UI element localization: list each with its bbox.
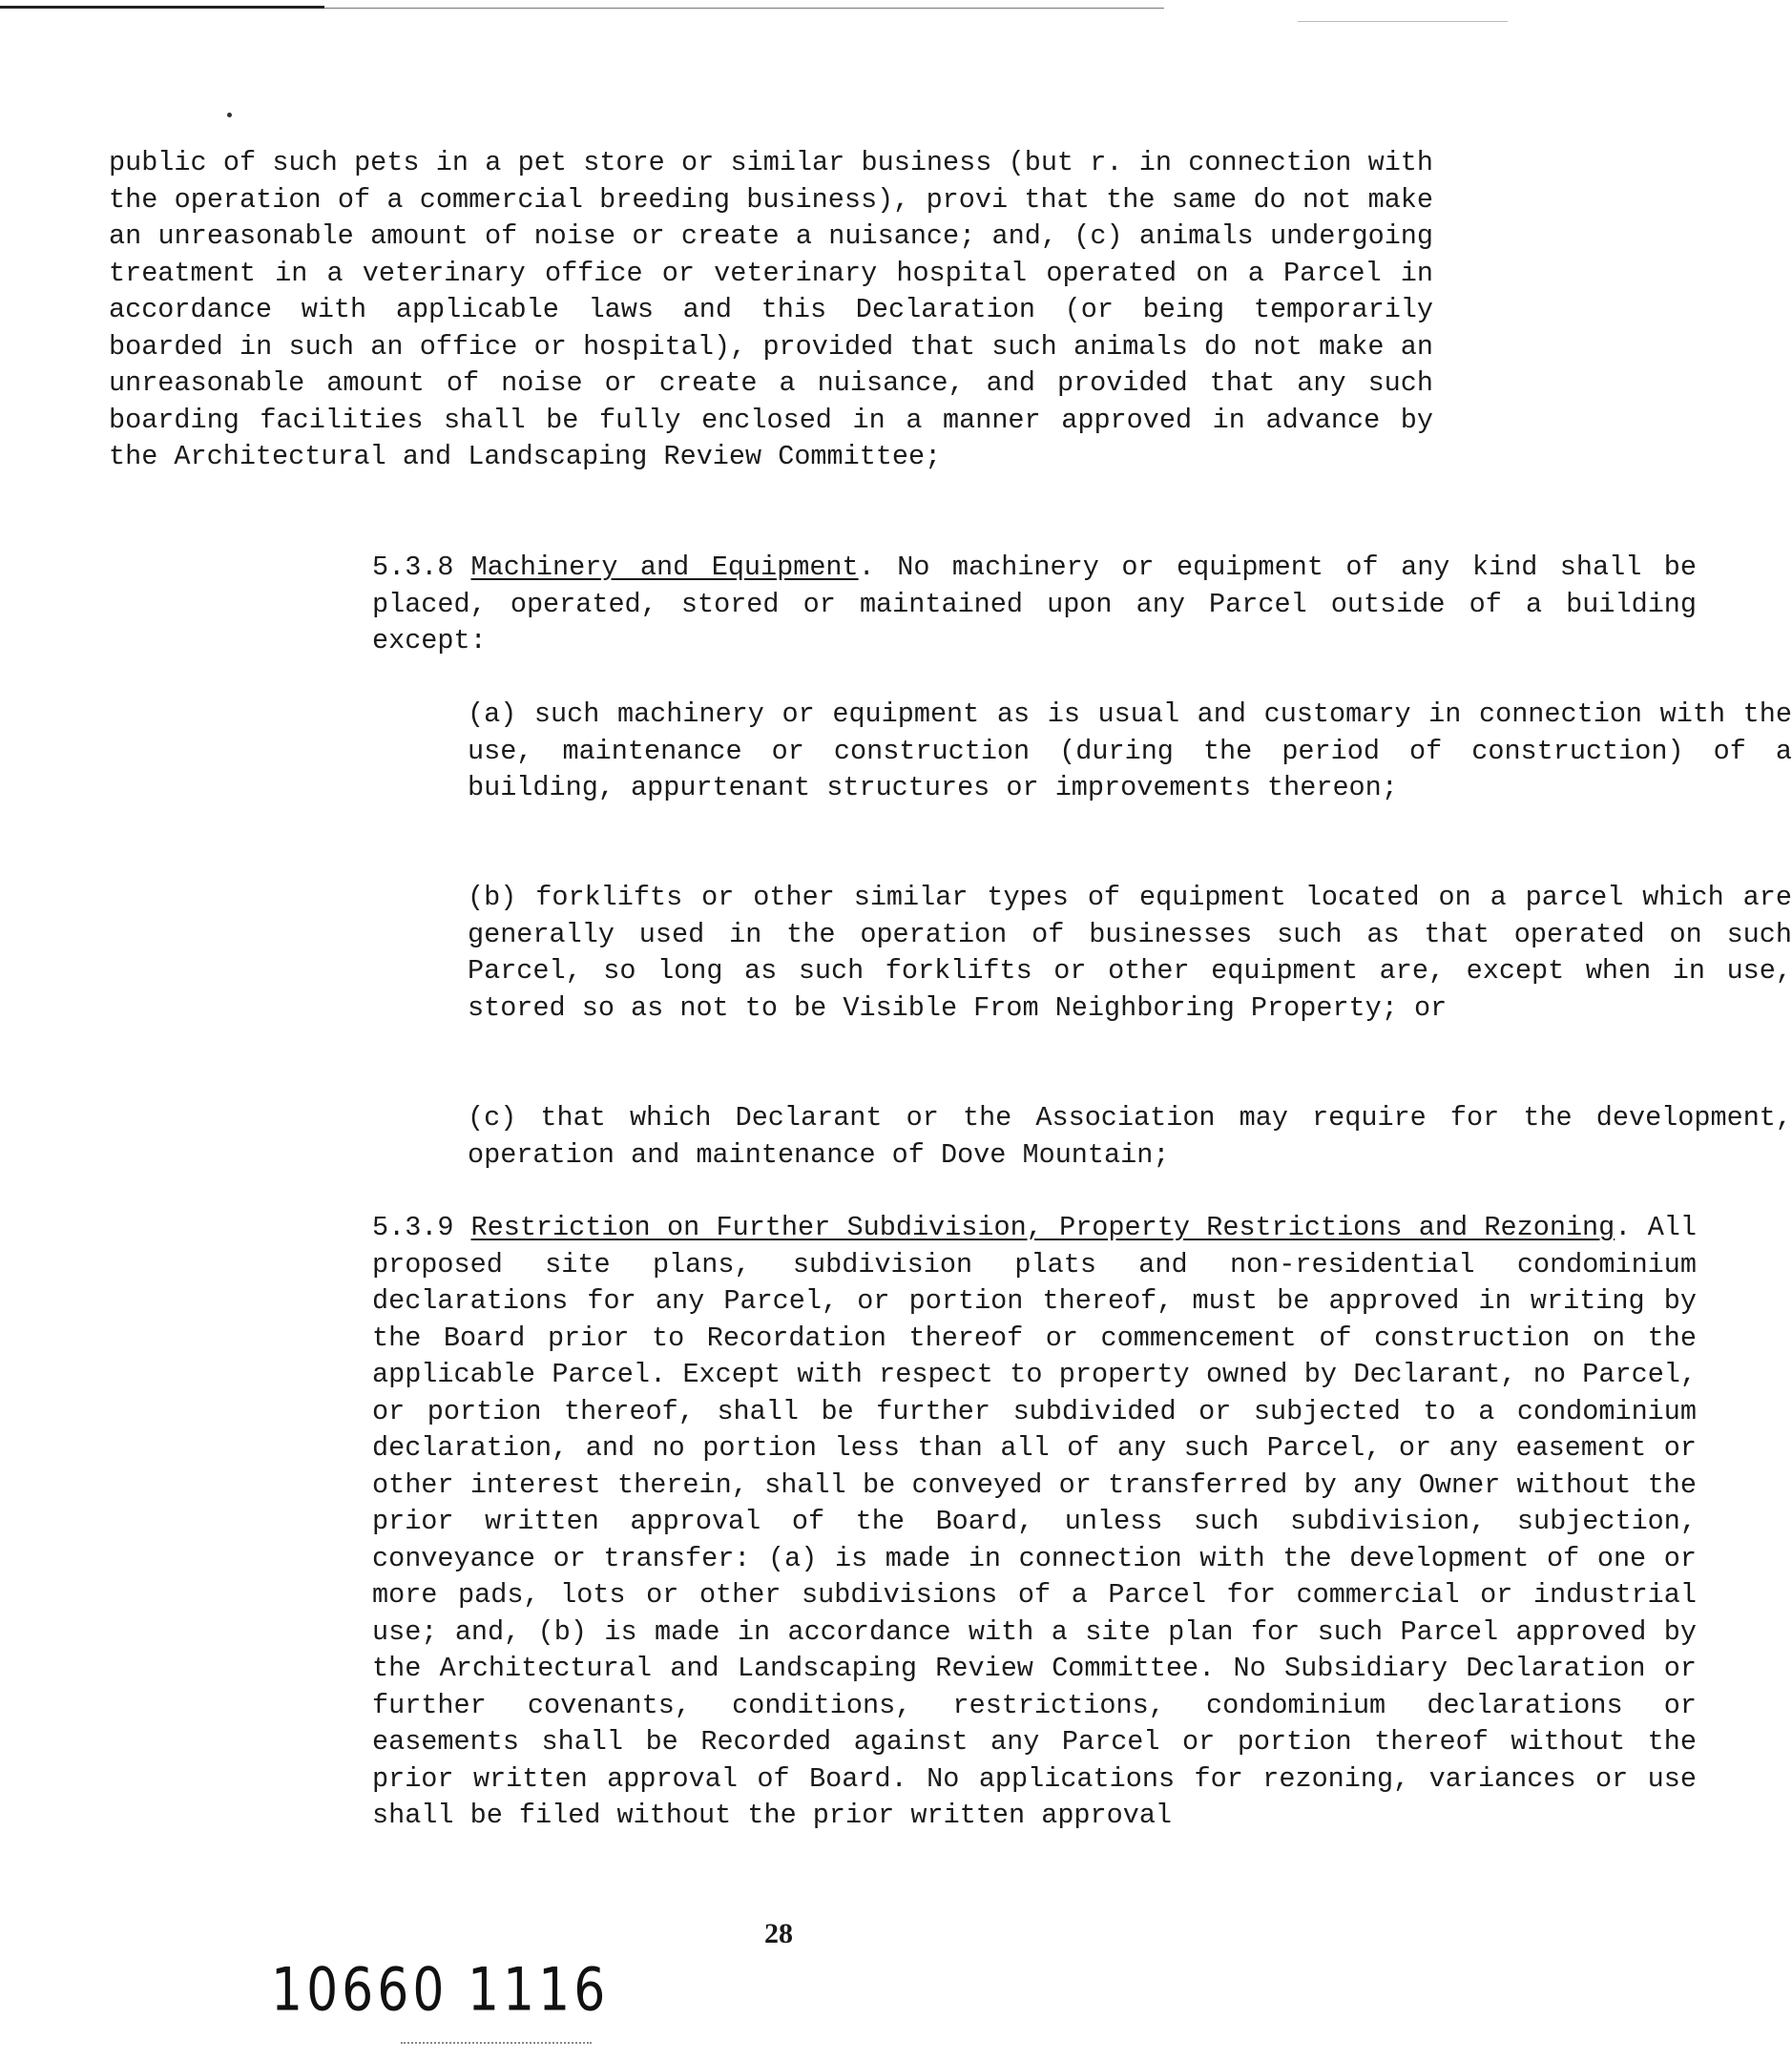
section-number: 5.3.9 bbox=[372, 1212, 454, 1243]
footer-scan-marks bbox=[401, 2042, 592, 2046]
top-rule bbox=[0, 6, 324, 9]
section-heading: Restriction on Further Subdivision, Property Restrictions and Rezoning bbox=[470, 1212, 1615, 1243]
section-body: . No machinery or equipment of any kind shall be placed, operated, stored or maintained upon any Parcel outside of a building except: bbox=[372, 552, 1697, 656]
section-5-3-9 bbox=[109, 1210, 1697, 1835]
item-a: (a) such machinery or equipment as is usual and customary in connection with the use, maintenance or construction (during the period of construction) of a building, appurtenant structures or improvements thereon; bbox=[468, 698, 1792, 803]
section-heading: Machinery and Equipment bbox=[470, 552, 859, 583]
section-body: . All proposed site plans, subdivision plats and non-residential condominium declarations for any Parcel, or portion thereof, must be approved in writing by the Board prior to Recordation thereof or commencement of construction on the applicable Parcel. Except with respect to property owned by Declarant, no Parcel, or portion thereof, shall be further subdivided or subjected to a condominium declaration, and no portion less than all of any such Parcel, or any easement or other interest therein, shall be conveyed or transferred by any Owner without the prior written approval of the Board, unless such subdivision, subjection, conveyance or transfer: (a) is made in connection with the development of one or more pads, lots or other subdivisions of a Parcel for commercial or industrial use; and, (b) is made in accordance with a site plan for such Parcel approved by the Architectural and Landscaping Review Committee. No Subsidiary Declaration or further covenants, conditions, restrictions, condominium declarations or easements shall be Recorded against any Parcel or portion thereof without the prior written approval of Board. No applications for rezoning, variances or use shall be filed without the prior written approval bbox=[372, 1212, 1698, 1831]
paragraph-pets: public of such pets in a pet store or similar business (but r. in connection with the operation of a commercial breeding business), provi that the same do not make an unreasonable amount of noise or create a nuisance; and, (c) animals undergoing treatment in a veterinary office or veterinary hospital operated on a Parcel in accordance with applicable laws and this Declaration (or being temporarily boarded in such an office or hospital), provided that such animals do not make an unreasonable amount of noise or create a nuisance, and provided that any such boarding facilities shall be fully enclosed in a manner approved in advance by the Architectural and Landscaping Review Committee; bbox=[109, 147, 1433, 472]
top-rule-faint bbox=[324, 8, 1164, 9]
top-rule-faint-right bbox=[1298, 21, 1508, 22]
recording-stamp: 10660 1116 bbox=[271, 1956, 610, 2025]
item-b: (b) forklifts or other similar types of equipment located on a parcel which are generally used in the operation of businesses such as that operated on such Parcel, so long as such forklifts or other equipment are, except when in use, stored so as not to be Visible From Neighboring Property; or bbox=[468, 882, 1792, 1024]
section-number: 5.3.8 bbox=[372, 552, 454, 583]
page-number: 28 bbox=[764, 1918, 793, 1949]
item-c: (c) that which Declarant or the Association may require for the development, operation and maintenance of Dove Mountain; bbox=[468, 1102, 1792, 1171]
section-5-3-8 bbox=[109, 550, 1697, 660]
scan-speck bbox=[227, 113, 232, 117]
